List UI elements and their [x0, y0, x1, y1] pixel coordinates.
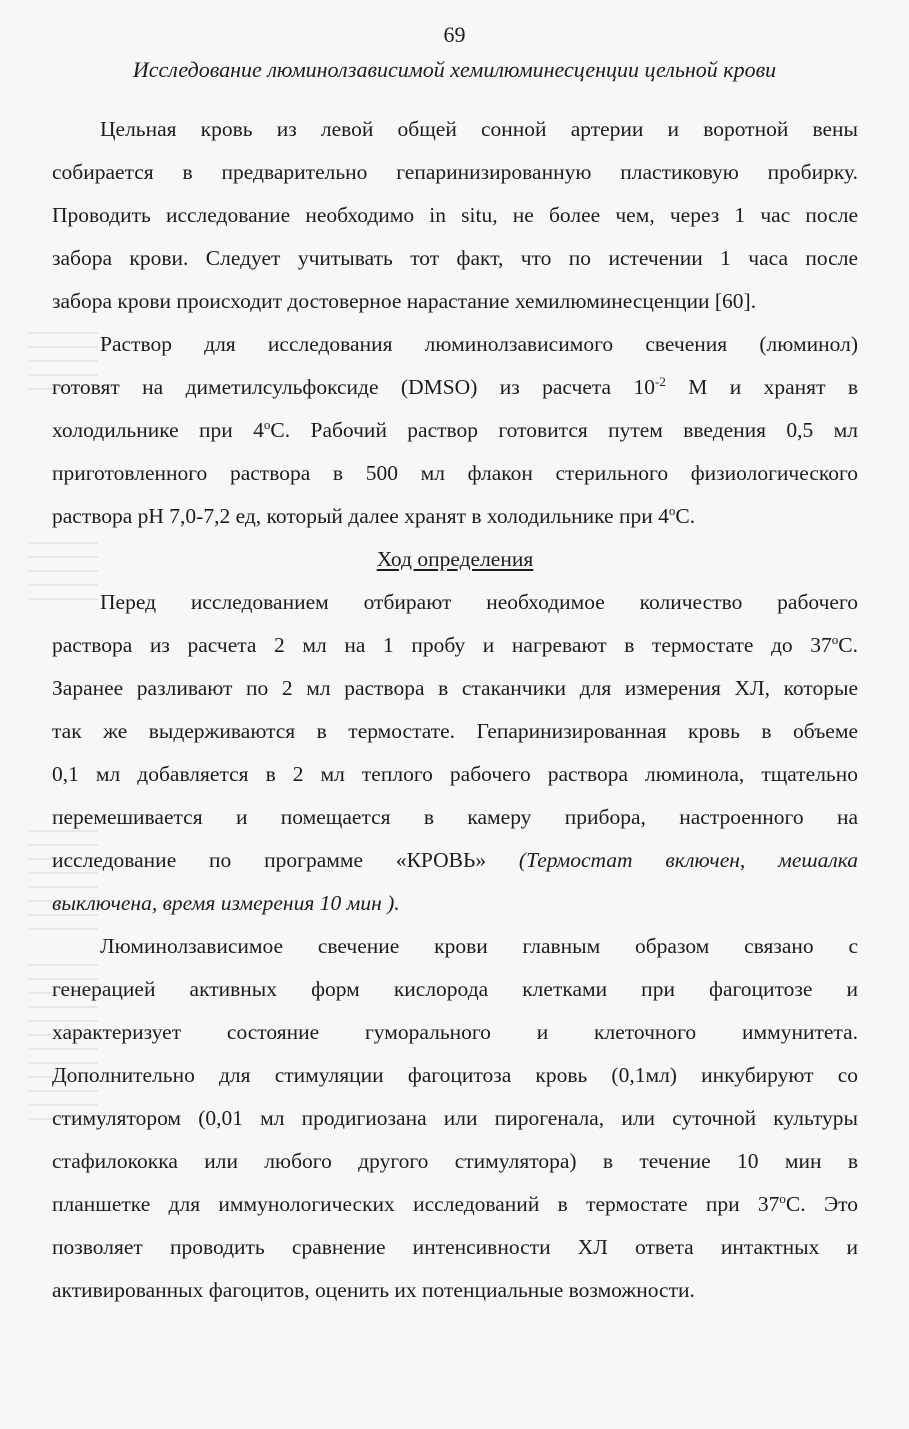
subsection-heading — [52, 538, 858, 581]
text-line — [52, 366, 858, 409]
body-text — [52, 108, 858, 1312]
text-fragment: С. — [838, 633, 858, 657]
text-fragment: холодильнике при 4 — [52, 418, 264, 442]
text-line: забора крови. Следует учитывать тот факт, что по истечении 1 часа после — [52, 246, 858, 270]
text-fragment: С. Это — [785, 1192, 858, 1216]
italic-note: (Термостат включен, мешалка — [518, 848, 858, 872]
text-line: Цельная кровь из левой общей сонной артерии и воротной вены — [100, 117, 858, 141]
text-line: стимулятором (0,01 мл продигиозана или пирогенала, или суточной культуры — [52, 1106, 858, 1130]
text-fragment: планшетке для иммунологических исследований в термостате при 37 — [52, 1192, 780, 1216]
text-line: активированных фагоцитов, оценить их потенциальные возможности. — [52, 1278, 695, 1302]
text-line: Раствор для исследования люминолзависимого свечения (люминол) — [100, 332, 858, 356]
text-line: забора крови происходит достоверное нарастание хемилюминесценции [60]. — [52, 289, 757, 313]
text-line: Заранее разливают по 2 мл раствора в стаканчики для измерения ХЛ, которые — [52, 676, 858, 700]
text-fragment: готовят на диметилсульфоксиде (DMSO) из расчета 10 — [52, 375, 655, 399]
text-line: характеризует состояние гуморального и клеточного иммунитета. — [52, 1020, 858, 1044]
text-line: позволяет проводить сравнение интенсивности ХЛ ответа интактных и — [52, 1235, 858, 1259]
superscript: -2 — [655, 373, 666, 389]
text-line — [52, 624, 858, 667]
text-line — [52, 839, 858, 882]
text-line — [52, 409, 858, 452]
text-line: перемешивается и помещается в камеру прибора, настроенного на — [52, 805, 858, 829]
text-line: собирается в предварительно гепаринизированную пластиковую пробирку. — [52, 160, 858, 184]
paragraph-procedure — [52, 581, 858, 925]
text-fragment: раствора из расчета 2 мл на 1 пробу и нагревают в термостате до 37 — [52, 633, 832, 657]
paragraph-reagent — [52, 323, 858, 538]
page-number: 69 — [443, 22, 466, 47]
text-line: 0,1 мл добавляется в 2 мл теплого рабочего раствора люминола, тщательно — [52, 762, 858, 786]
degree-sign: o — [668, 502, 676, 518]
paragraph-interpretation — [52, 925, 858, 1312]
text-line: приготовленного раствора в 500 мл флакон стерильного физиологического — [52, 461, 858, 485]
text-line: выключена, время измерения 10 мин ). — [52, 891, 400, 915]
text-line: Проводить исследование необходимо in situ, не более чем, через 1 час после — [52, 203, 858, 227]
text-line: Дополнительно для стимуляции фагоцитоза кровь (0,1мл) инкубируют со — [52, 1063, 858, 1087]
text-fragment: М и хранят в — [665, 375, 859, 399]
text-line: Люминолзависимое свечение крови главным образом связано с — [100, 934, 858, 958]
text-line: стафилококка или любого другого стимулятора) в течение 10 мин в — [52, 1149, 858, 1173]
text-fragment: исследование по программе «КРОВЬ» — [52, 848, 519, 872]
text-fragment: С. Рабочий раствор готовится путем введения 0,5 мл — [270, 418, 858, 442]
text-line — [52, 1183, 858, 1226]
text-line: Перед исследованием отбирают необходимое количество рабочего — [100, 590, 858, 614]
paragraph-collection — [52, 108, 858, 323]
heading-text: Ход определения — [376, 547, 534, 571]
degree-sign: o — [779, 1190, 786, 1206]
text-line: так же выдерживаются в термостате. Гепаринизированная кровь в объеме — [52, 719, 858, 743]
text-fragment: С. — [675, 504, 696, 528]
text-fragment: раствора рН 7,0-7,2 ед, который далее хранят в холодильнике при 4 — [52, 504, 669, 528]
text-line — [52, 495, 858, 538]
section-title: Исследование люминолзависимой хемилюминесценции цельной крови — [132, 57, 777, 82]
degree-sign: o — [263, 416, 271, 432]
text-line: генерацией активных форм кислорода клетками при фагоцитозе и — [52, 977, 858, 1001]
degree-sign: o — [831, 631, 839, 647]
